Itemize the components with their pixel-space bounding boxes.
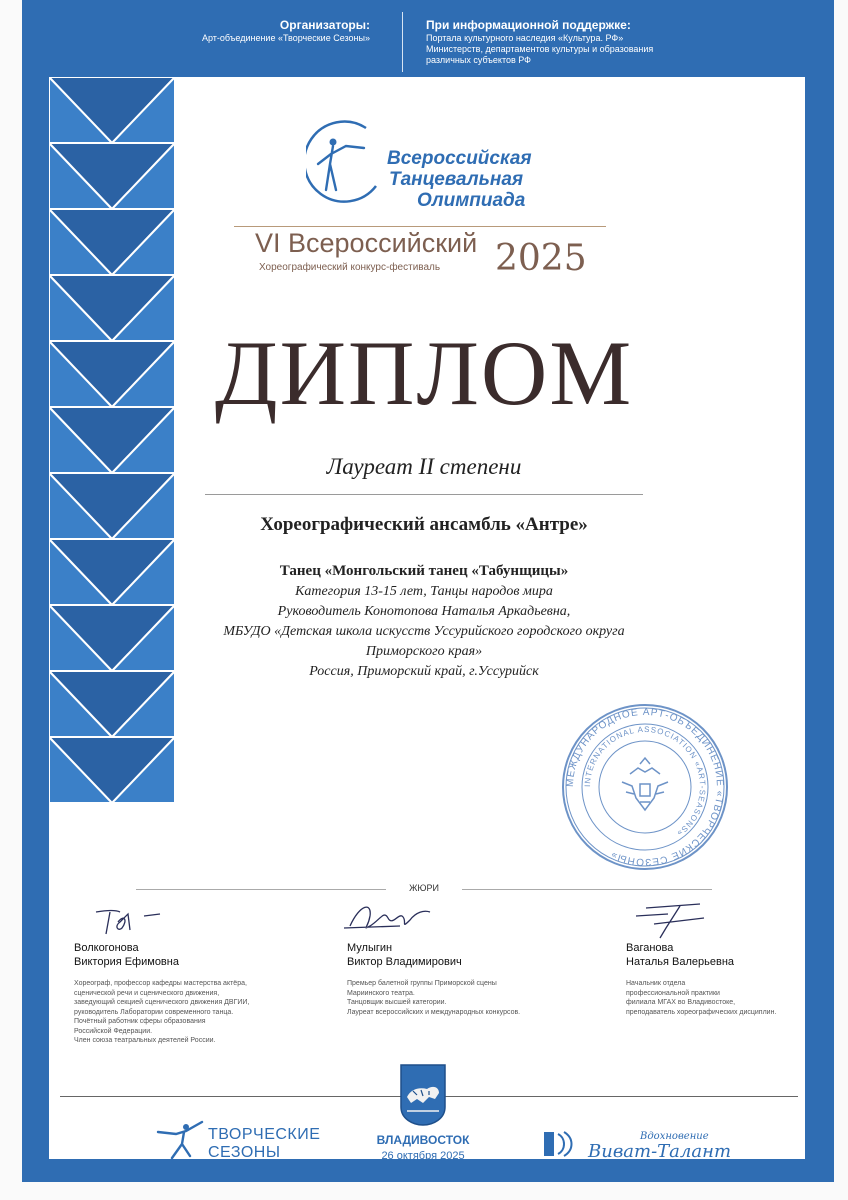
jury-given-names: Виктория Ефимовна <box>74 956 179 968</box>
organizers-text: Арт-объединение «Творческие Сезоны» <box>201 33 370 43</box>
ballerina-logo-icon <box>306 120 390 212</box>
jury-description: Премьер балетной группы Приморской сцены Мариинского театра. Танцовщик высшей категории. Лауреат всероссийских и международных конкурсов. <box>347 980 521 1016</box>
support-line: различных субъектов РФ <box>426 55 532 65</box>
jury-given-names: Виктор Владимирович <box>347 956 462 968</box>
jury-description: Хореограф, профессор кафедры мастерства актёра, сценической речи и сценического движения, заведующий секцией сценического движения ДВГИИ, руководитель Лаборатории современного танца. Почётный работник сферы образования Российской Федерации. Член союза театральных деятелей России. <box>74 980 250 1044</box>
olympiad-line: Олимпиада <box>417 190 526 211</box>
diploma-title: ДИПЛОМ <box>214 322 634 424</box>
organizer-line: СЕЗОНЫ <box>208 1144 281 1161</box>
partner-line: Вдохновение <box>640 1131 709 1142</box>
olympiad-line: Всероссийская <box>387 148 532 169</box>
organizers-title: Организаторы: <box>279 18 370 32</box>
school-line: МБУДО «Детская школа искусств Уссурийского городского округа <box>223 624 625 639</box>
partner-logo-icon <box>540 1128 580 1160</box>
jury-member-vaganova <box>626 941 734 969</box>
organizers-block <box>200 18 370 44</box>
organization-stamp <box>560 702 730 872</box>
contest-divider <box>234 226 606 227</box>
jury-surname: Волкогонова <box>74 942 139 954</box>
ensemble-name: Хореографический ансамбль «Антре» <box>260 514 588 535</box>
contest-subtitle: Хореографический конкурс-фестиваль <box>259 262 441 273</box>
school-line: Приморского края» <box>365 644 483 659</box>
signature-vaganova <box>624 898 724 942</box>
category-line: Категория 13-15 лет, Танцы народов мира <box>295 584 553 599</box>
jury-member-volkogonova <box>74 941 179 969</box>
laureate-degree: Лауреат II степени <box>326 454 522 479</box>
olympiad-line: Танцевальная <box>389 169 524 190</box>
leader-line: Руководитель Конотопова Наталья Аркадьевна, <box>277 604 571 619</box>
support-line: Портала культурного наследия «Культура. РФ» <box>426 33 624 43</box>
jury-surname: Мулыгин <box>347 942 393 954</box>
signature-volkogonova <box>88 900 168 940</box>
support-title: При информационной поддержке: <box>426 18 631 32</box>
organizer-line: ТВОРЧЕСКИЕ <box>208 1126 321 1143</box>
partner-logo-text <box>582 1132 731 1162</box>
eagle-emblem-icon <box>622 758 668 810</box>
event-city: ВЛАДИВОСТОК <box>376 1133 470 1147</box>
event-date: 26 октября 2025 <box>381 1150 465 1162</box>
support-line: Министерств, департаментов культуры и образования <box>426 44 654 54</box>
jury-label: ЖЮРИ <box>386 883 462 893</box>
header-divider <box>402 12 403 72</box>
jury-description: Начальник отдела профессиональной практики филиала МГАХ во Владивостоке, преподаватель хореографических дисциплин. <box>626 980 777 1016</box>
olympiad-title <box>387 148 532 211</box>
jury-surname: Ваганова <box>626 942 674 954</box>
support-block <box>426 18 746 66</box>
contest-title: VI Всероссийский <box>255 228 478 258</box>
location-line: Россия, Приморский край, г.Уссурийск <box>309 664 539 679</box>
stamp-inner-text: INTERNATIONAL ASSOCIATION «ART-SEASONS» <box>582 724 708 839</box>
triangle-pattern <box>49 77 175 803</box>
city-coat-of-arms-icon <box>399 1063 447 1127</box>
degree-divider <box>205 494 643 495</box>
stamp-outer-text: МЕЖДУНАРОДНОЕ АРТ-ОБЪЕДИНЕНИЕ «ТВОРЧЕСКИЕ СЕЗОНЫ» <box>564 706 726 868</box>
partner-line: Виват-Талант <box>588 1141 732 1162</box>
dancer-logo-icon <box>156 1118 208 1160</box>
jury-member-mulygin <box>347 941 462 969</box>
signature-mulygin <box>340 896 440 940</box>
organizer-logo-text <box>208 1126 320 1162</box>
dance-title: Танец «Монгольский танец «Табунщицы» <box>279 563 569 579</box>
contest-year: 2025 <box>495 238 587 279</box>
jury-given-names: Наталья Валерьевна <box>626 956 735 968</box>
